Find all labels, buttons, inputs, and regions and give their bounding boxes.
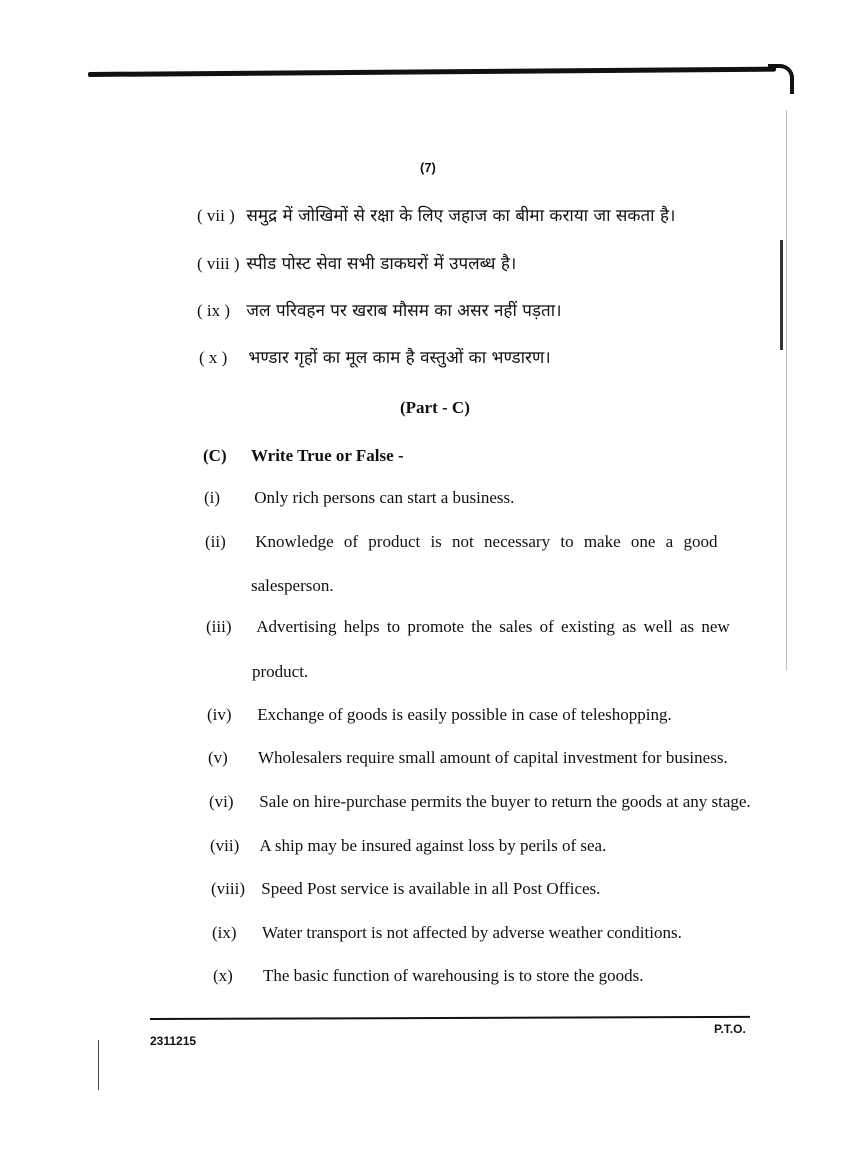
question-item <box>207 705 672 725</box>
section-number: (C) <box>203 446 227 465</box>
part-title: (Part - C) <box>400 398 470 417</box>
question-item <box>205 532 718 595</box>
item-text: Advertising helps to promote the sales of existing as well as new <box>256 617 730 636</box>
question-item <box>213 966 644 986</box>
item-number: ( ix ) <box>197 301 231 320</box>
scan-edge-mark-left <box>98 1040 99 1090</box>
question-item <box>204 488 514 508</box>
item-text: Wholesalers require small amount of capital investment for business. <box>257 748 728 767</box>
bottom-rule <box>150 1016 750 1020</box>
item-text: Knowledge of product is not necessary to make one a good <box>255 532 718 551</box>
scan-edge-line <box>786 110 787 670</box>
section-title: Write True or False - <box>250 446 404 465</box>
item-text: जल परिवहन पर खराब मौसम का असर नहीं पड़ता। <box>246 301 562 321</box>
top-rule <box>88 67 776 77</box>
item-text: Speed Post service is available in all Post Offices. <box>261 879 601 898</box>
item-text-continued: salesperson. <box>251 576 334 595</box>
hindi-item <box>199 345 551 368</box>
question-item <box>208 748 728 768</box>
item-text: समुद्र में जोखिमों से रक्षा के लिए जहाज का बीमा कराया जा सकता है। <box>246 206 676 226</box>
item-text: स्पीड पोस्ट सेवा सभी डाकघरों में उपलब्ध है। <box>246 254 517 274</box>
item-number: (iv) <box>207 705 232 724</box>
item-number: ( vii ) <box>197 206 235 225</box>
item-text: Sale on hire-purchase permits the buyer to return the goods at any stage. <box>259 792 751 811</box>
item-text: Only rich persons can start a business. <box>254 488 515 507</box>
item-text: The basic function of warehousing is to store the goods. <box>262 966 644 985</box>
item-number: (v) <box>208 748 228 767</box>
item-number: (x) <box>213 966 233 985</box>
section-heading <box>203 446 404 466</box>
paper-code: 2311215 <box>150 1034 197 1048</box>
top-rule-curl <box>768 64 794 94</box>
item-text: Exchange of goods is easily possible in case of teleshopping. <box>257 705 672 724</box>
item-number: (ii) <box>205 532 226 551</box>
question-item <box>206 617 730 681</box>
item-number: (ix) <box>212 923 237 942</box>
hindi-item <box>197 203 675 226</box>
scan-edge-mark <box>780 240 783 350</box>
item-text: A ship may be insured against loss by perils of sea. <box>259 836 607 855</box>
question-item <box>212 923 682 943</box>
item-number: (vi) <box>209 792 234 811</box>
item-text: भण्डार गृहों का मूल काम है वस्तुओं का भण्डारण। <box>248 348 551 368</box>
item-number: (iii) <box>206 617 232 636</box>
item-number: ( viii ) <box>197 254 240 273</box>
question-item <box>209 792 751 812</box>
pto-label: P.T.O. <box>714 1022 746 1036</box>
hindi-item <box>197 251 516 274</box>
hindi-item <box>197 298 562 321</box>
item-number: (i) <box>204 488 221 507</box>
item-text: Water transport is not affected by adverse weather conditions. <box>261 923 682 942</box>
question-item <box>211 879 600 899</box>
page-number: (7) <box>420 160 436 175</box>
item-number: (viii) <box>211 879 245 898</box>
item-number: (vii) <box>210 836 240 855</box>
question-item <box>210 836 606 856</box>
item-number: ( x ) <box>199 348 228 367</box>
item-text-continued: product. <box>252 662 309 681</box>
